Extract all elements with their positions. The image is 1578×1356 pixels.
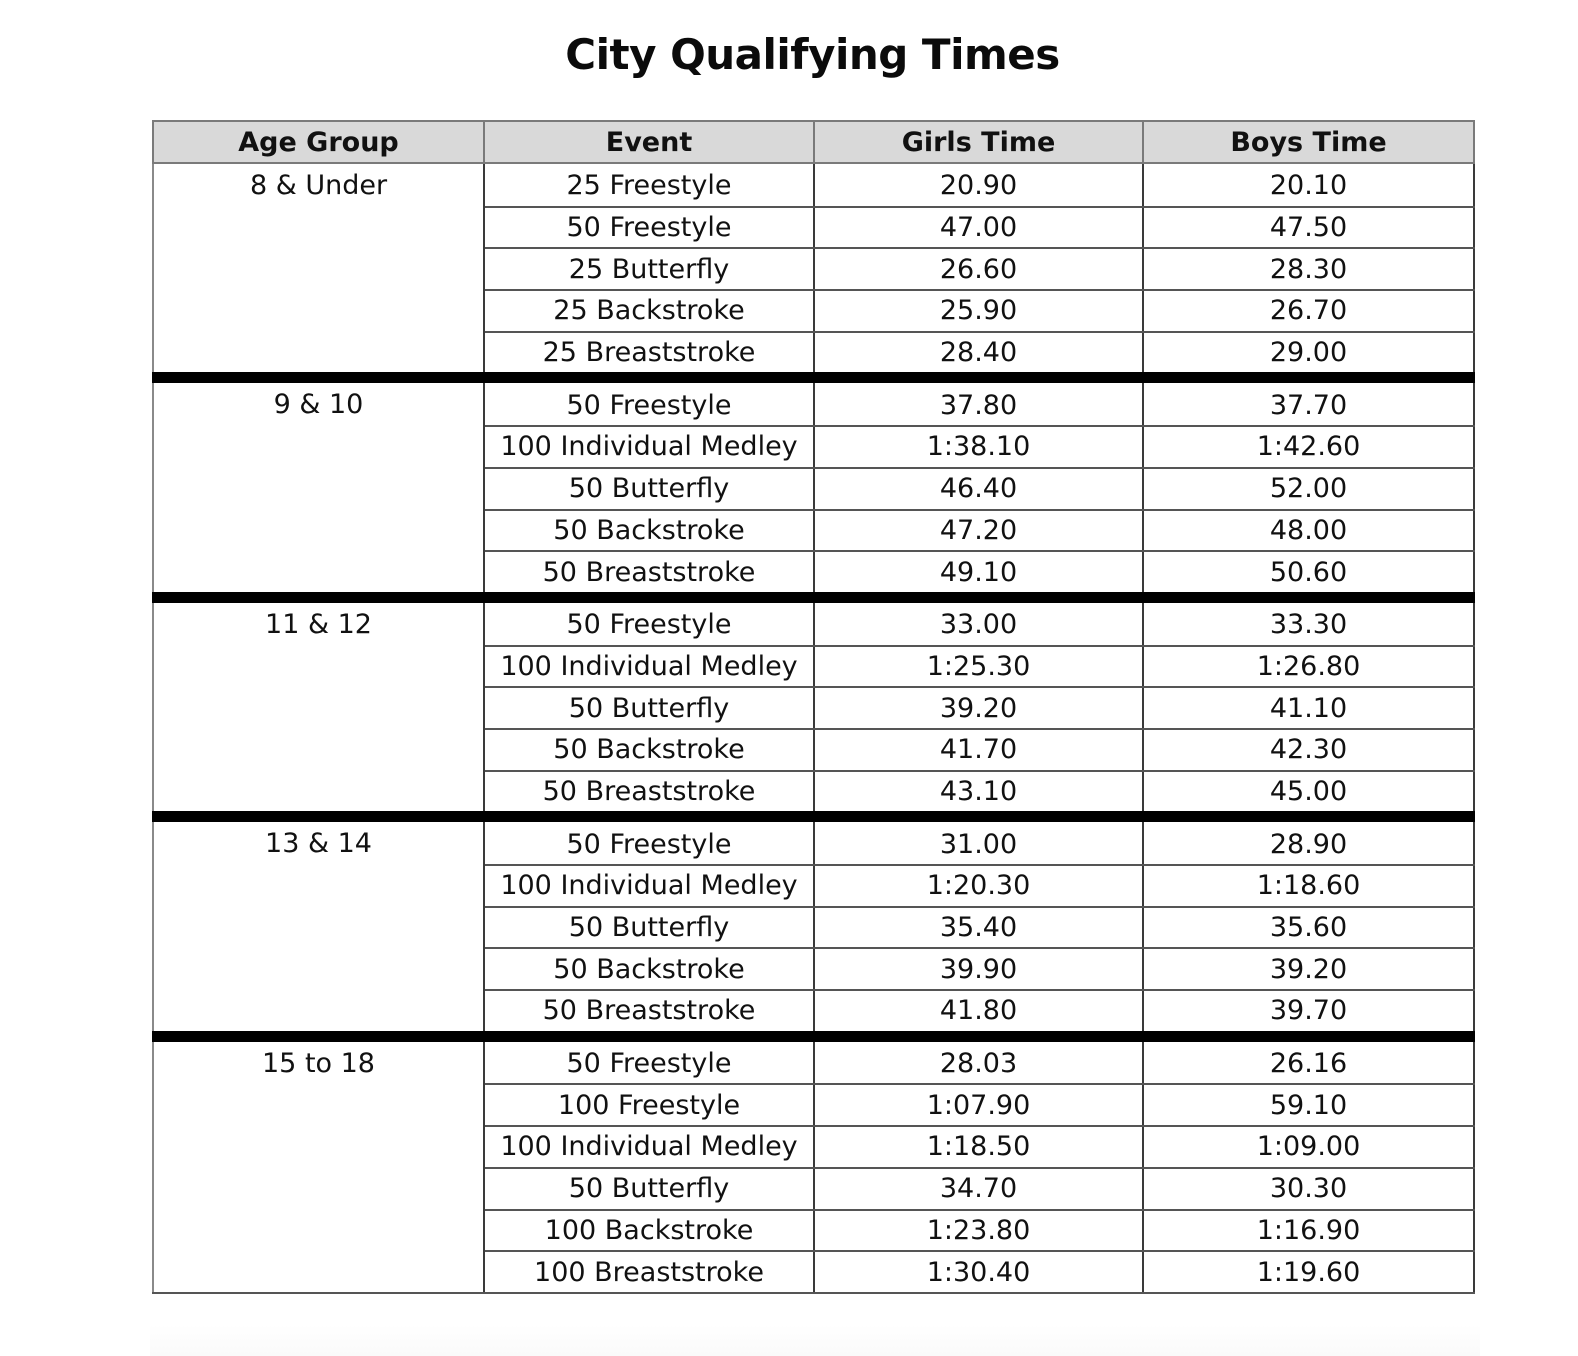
boys-time-cell: 26.16 <box>1143 1036 1474 1084</box>
event-cell: 25 Butterfly <box>484 248 814 290</box>
girls-time-cell: 37.80 <box>814 378 1143 426</box>
boys-time-cell: 37.70 <box>1143 378 1474 426</box>
event-cell: 100 Individual Medley <box>484 426 814 468</box>
event-cell: 50 Butterfly <box>484 468 814 510</box>
event-cell: 50 Butterfly <box>484 907 814 949</box>
table-row <box>153 378 1474 426</box>
event-cell: 50 Butterfly <box>484 1168 814 1210</box>
event-cell: 25 Backstroke <box>484 290 814 332</box>
table-row <box>153 163 1474 207</box>
event-cell: 100 Breaststroke <box>484 1251 814 1293</box>
header-girls-time: Girls Time <box>814 121 1143 163</box>
boys-time-cell: 59.10 <box>1143 1084 1474 1126</box>
girls-time-cell: 41.80 <box>814 990 1143 1036</box>
boys-time-cell: 41.10 <box>1143 687 1474 729</box>
boys-time-cell: 28.90 <box>1143 817 1474 865</box>
girls-time-cell: 33.00 <box>814 597 1143 645</box>
header-row <box>153 121 1474 163</box>
boys-time-cell: 48.00 <box>1143 510 1474 552</box>
event-cell: 25 Breaststroke <box>484 332 814 378</box>
age-group-cell: 15 to 18 <box>153 1036 484 1293</box>
table-header <box>153 121 1474 163</box>
boys-time-cell: 39.20 <box>1143 948 1474 990</box>
boys-time-cell: 45.00 <box>1143 771 1474 817</box>
girls-time-cell: 26.60 <box>814 248 1143 290</box>
girls-time-cell: 39.90 <box>814 948 1143 990</box>
girls-time-cell: 49.10 <box>814 551 1143 597</box>
boys-time-cell: 50.60 <box>1143 551 1474 597</box>
event-cell: 50 Freestyle <box>484 597 814 645</box>
girls-time-cell: 43.10 <box>814 771 1143 817</box>
header-event: Event <box>484 121 814 163</box>
table-row <box>153 597 1474 645</box>
event-cell: 50 Freestyle <box>484 817 814 865</box>
girls-time-cell: 46.40 <box>814 468 1143 510</box>
event-cell: 100 Backstroke <box>484 1210 814 1252</box>
boys-time-cell: 1:26.80 <box>1143 646 1474 688</box>
boys-time-cell: 1:19.60 <box>1143 1251 1474 1293</box>
girls-time-cell: 1:23.80 <box>814 1210 1143 1252</box>
event-cell: 100 Freestyle <box>484 1084 814 1126</box>
event-cell: 50 Breaststroke <box>484 551 814 597</box>
page-bottom-edge <box>150 1325 1480 1356</box>
boys-time-cell: 1:09.00 <box>1143 1126 1474 1168</box>
event-cell: 100 Individual Medley <box>484 865 814 907</box>
boys-time-cell: 39.70 <box>1143 990 1474 1036</box>
boys-time-cell: 42.30 <box>1143 729 1474 771</box>
age-group-cell: 13 & 14 <box>153 817 484 1036</box>
event-cell: 50 Breaststroke <box>484 771 814 817</box>
event-cell: 50 Backstroke <box>484 729 814 771</box>
boys-time-cell: 29.00 <box>1143 332 1474 378</box>
event-cell: 50 Backstroke <box>484 510 814 552</box>
boys-time-cell: 28.30 <box>1143 248 1474 290</box>
document-title: City Qualifying Times <box>565 30 1060 79</box>
girls-time-cell: 25.90 <box>814 290 1143 332</box>
boys-time-cell: 52.00 <box>1143 468 1474 510</box>
boys-time-cell: 1:42.60 <box>1143 426 1474 468</box>
girls-time-cell: 34.70 <box>814 1168 1143 1210</box>
event-cell: 100 Individual Medley <box>484 646 814 688</box>
age-group-cell: 8 & Under <box>153 163 484 378</box>
header-age-group: Age Group <box>153 121 484 163</box>
event-cell: 25 Freestyle <box>484 163 814 207</box>
girls-time-cell: 35.40 <box>814 907 1143 949</box>
table-row <box>153 1036 1474 1084</box>
girls-time-cell: 39.20 <box>814 687 1143 729</box>
boys-time-cell: 26.70 <box>1143 290 1474 332</box>
boys-time-cell: 20.10 <box>1143 163 1474 207</box>
header-boys-time: Boys Time <box>1143 121 1474 163</box>
boys-time-cell: 1:16.90 <box>1143 1210 1474 1252</box>
table-body <box>153 163 1474 1293</box>
girls-time-cell: 1:25.30 <box>814 646 1143 688</box>
table-row <box>153 817 1474 865</box>
event-cell: 50 Butterfly <box>484 687 814 729</box>
qualifying-times-table <box>152 120 1475 1294</box>
girls-time-cell: 28.40 <box>814 332 1143 378</box>
event-cell: 100 Individual Medley <box>484 1126 814 1168</box>
event-cell: 50 Breaststroke <box>484 990 814 1036</box>
age-group-cell: 9 & 10 <box>153 378 484 597</box>
event-cell: 50 Freestyle <box>484 1036 814 1084</box>
boys-time-cell: 1:18.60 <box>1143 865 1474 907</box>
boys-time-cell: 47.50 <box>1143 207 1474 249</box>
girls-time-cell: 28.03 <box>814 1036 1143 1084</box>
event-cell: 50 Freestyle <box>484 378 814 426</box>
girls-time-cell: 1:20.30 <box>814 865 1143 907</box>
girls-time-cell: 31.00 <box>814 817 1143 865</box>
event-cell: 50 Backstroke <box>484 948 814 990</box>
girls-time-cell: 20.90 <box>814 163 1143 207</box>
girls-time-cell: 47.20 <box>814 510 1143 552</box>
girls-time-cell: 1:38.10 <box>814 426 1143 468</box>
boys-time-cell: 33.30 <box>1143 597 1474 645</box>
event-cell: 50 Freestyle <box>484 207 814 249</box>
girls-time-cell: 1:07.90 <box>814 1084 1143 1126</box>
girls-time-cell: 47.00 <box>814 207 1143 249</box>
girls-time-cell: 1:18.50 <box>814 1126 1143 1168</box>
boys-time-cell: 30.30 <box>1143 1168 1474 1210</box>
boys-time-cell: 35.60 <box>1143 907 1474 949</box>
girls-time-cell: 1:30.40 <box>814 1251 1143 1293</box>
girls-time-cell: 41.70 <box>814 729 1143 771</box>
age-group-cell: 11 & 12 <box>153 597 484 816</box>
